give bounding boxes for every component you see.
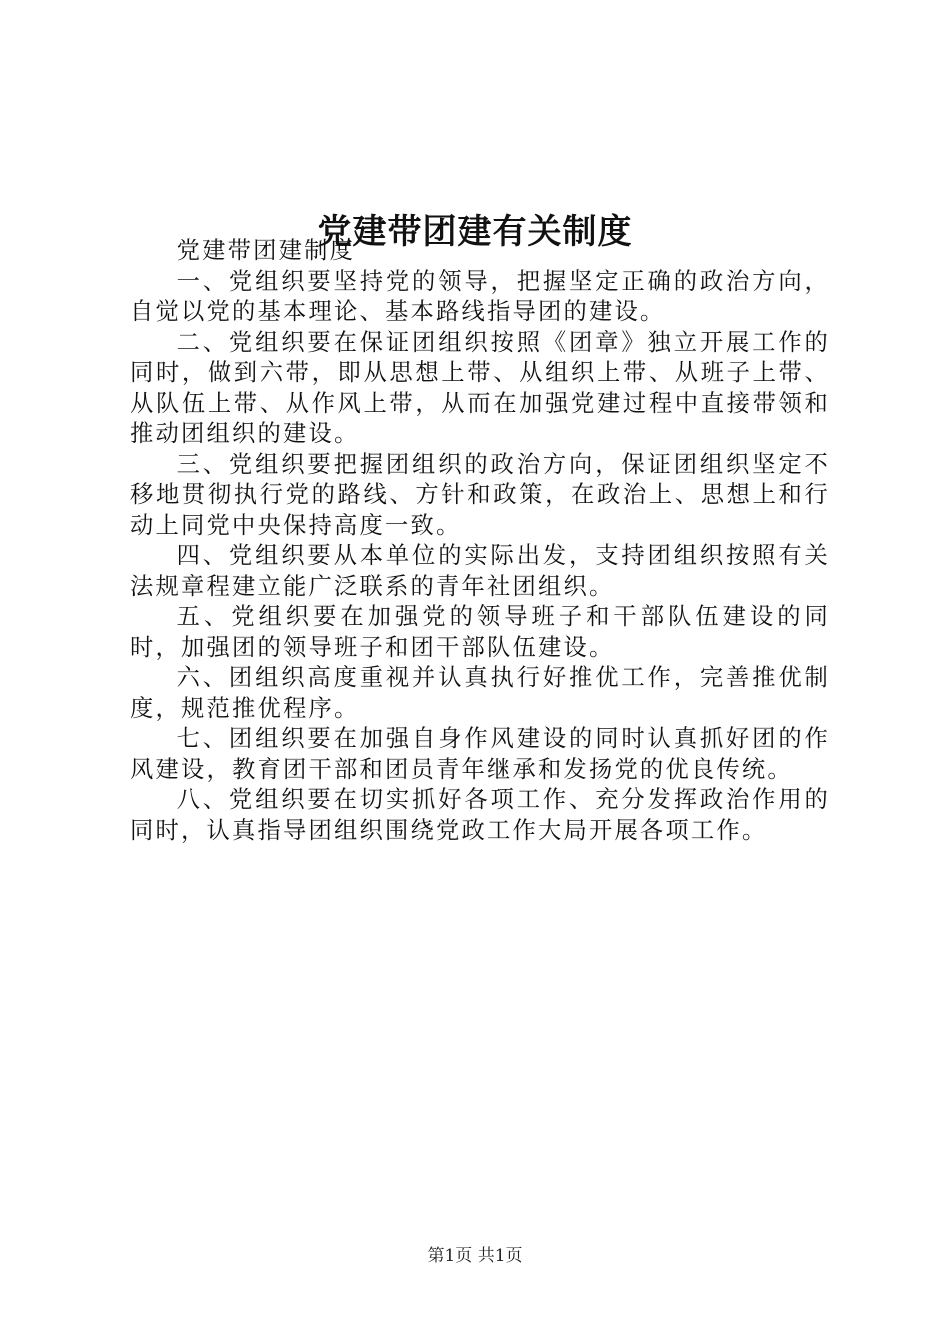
paragraph-item-8: 八、党组织要在切实抓好各项工作、充分发挥政治作用的同时，认真指导团组织围绕党政工作大局开展各项工作。 <box>130 786 830 844</box>
paragraph-item-2: 二、党组织要在保证团组织按照《团章》独立开展工作的同时，做到六带，即从思想上带、从组织上带、从班子上带、从队伍上带、从作风上带，从而在加强党建过程中直接带领和推动团组织的建设。 <box>130 328 830 447</box>
page-footer: 第1页 共1页 <box>427 1246 523 1266</box>
paragraph-heading: 党建带团建制度 <box>176 237 356 264</box>
paragraph-item-7: 七、团组织要在加强自身作风建设的同时认真抓好团的作风建设，教育团干部和团员青年继承和发扬党的优良传统。 <box>130 725 830 783</box>
paragraph-item-4: 四、党组织要从本单位的实际出发，支持团组织按照有关法规章程建立能广泛联系的青年社团组织。 <box>130 542 830 600</box>
paragraph-item-5: 五、党组织要在加强党的领导班子和干部队伍建设的同时，加强团的领导班子和团干部队伍建设。 <box>130 603 830 661</box>
document-body <box>130 236 830 846</box>
paragraph-item-6: 六、团组织高度重视并认真执行好推优工作，完善推优制度，规范推优程序。 <box>130 664 830 722</box>
paragraph-item-1: 一、党组织要坚持党的领导，把握坚定正确的政治方向，自觉以党的基本理论、基本路线指导团的建设。 <box>130 267 830 325</box>
page-title: 党建带团建有关制度 <box>317 211 633 252</box>
paragraph-item-3: 三、党组织要把握团组织的政治方向，保证团组织坚定不移地贯彻执行党的路线、方针和政策，在政治上、思想上和行动上同党中央保持高度一致。 <box>130 450 830 539</box>
